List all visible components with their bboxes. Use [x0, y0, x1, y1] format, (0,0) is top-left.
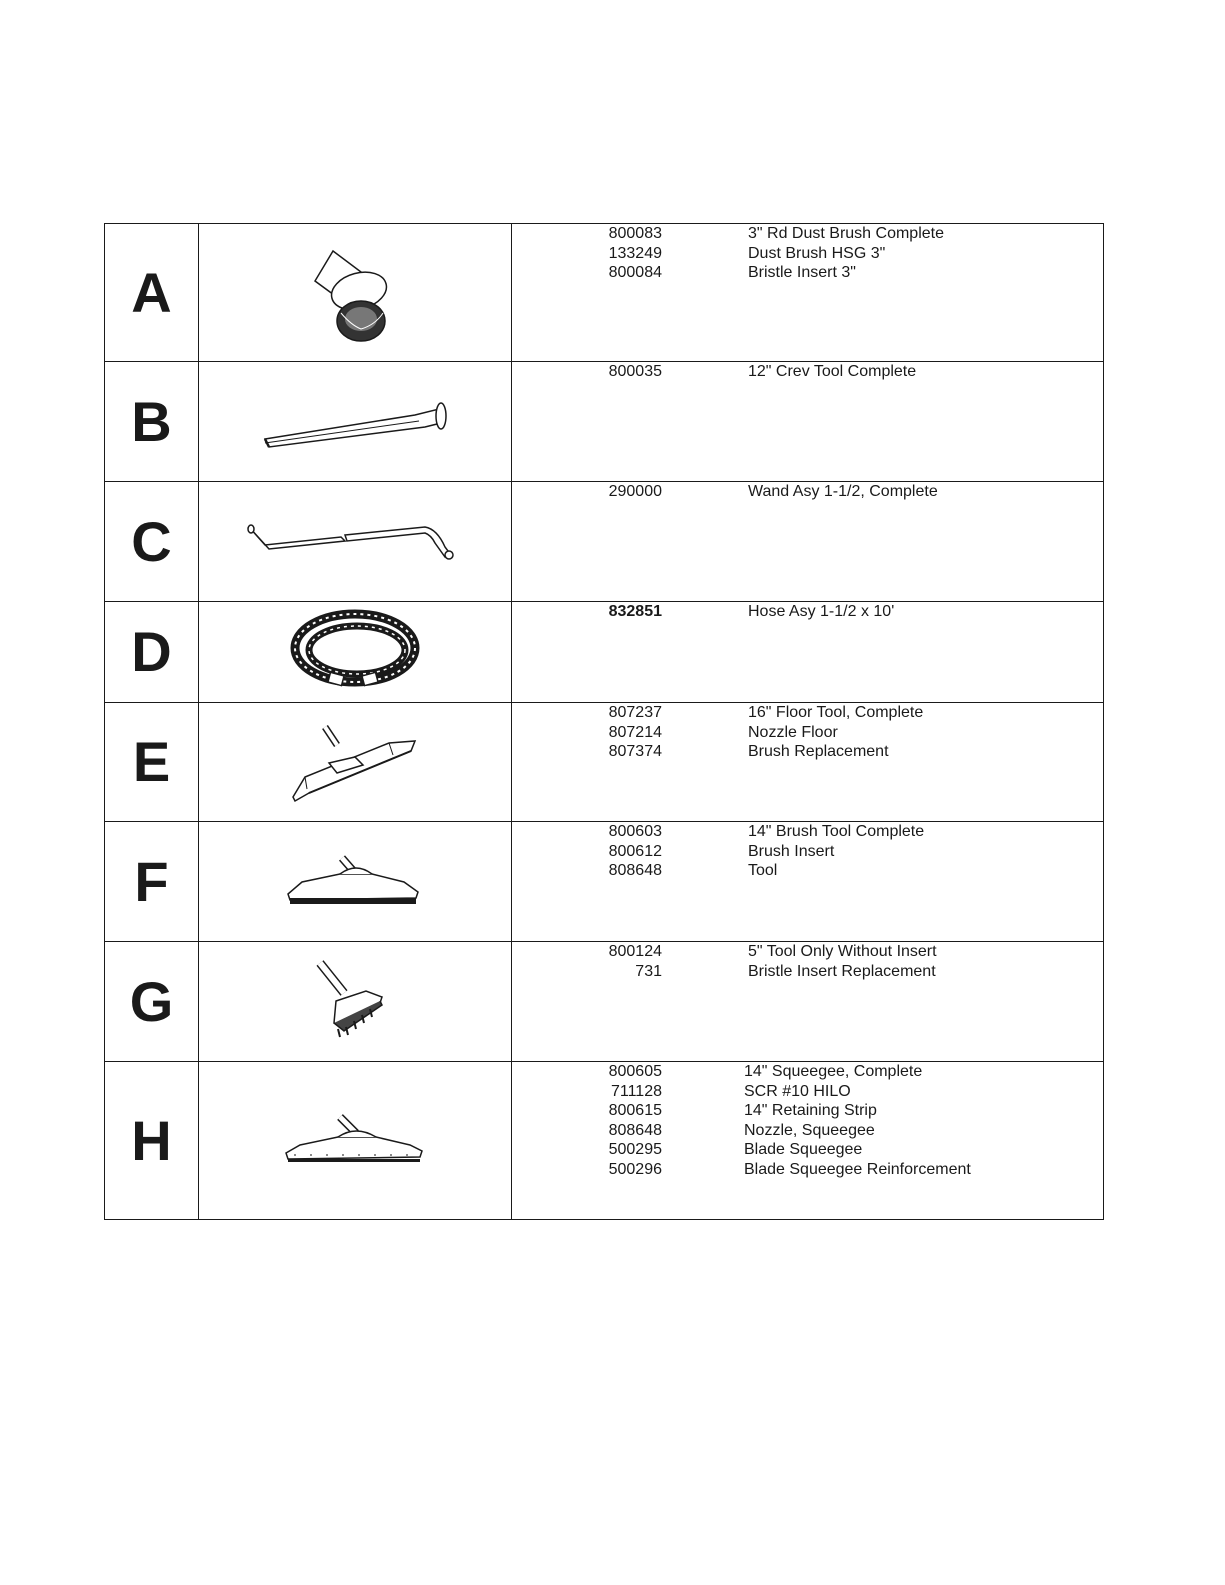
part-number: 800612	[608, 842, 662, 860]
part-row-c	[105, 482, 1104, 602]
hose-icon	[285, 608, 425, 696]
floor-tool-icon	[285, 717, 425, 807]
part-image-cell	[199, 942, 512, 1062]
part-description: Blade Squeegee	[744, 1141, 863, 1158]
part-number: 290000	[608, 483, 662, 500]
part-letter: B	[105, 362, 199, 482]
part-data-cell	[512, 602, 1104, 703]
part-letter: F	[105, 822, 199, 942]
part-letter: E	[105, 703, 199, 822]
wand-icon	[245, 517, 465, 567]
part-number: 800083	[608, 225, 662, 242]
part-row-a	[105, 224, 1104, 362]
part-number: 807237	[608, 704, 662, 721]
part-letter: G	[105, 942, 199, 1062]
part-number: 808648	[608, 1121, 662, 1139]
part-description: Blade Squeegee Reinforcement	[744, 1160, 971, 1178]
part-number: 807374	[608, 743, 662, 760]
part-row-b	[105, 362, 1104, 482]
part-data-cell	[512, 362, 1104, 482]
part-description: Bristle Insert 3"	[748, 264, 856, 281]
part-description: 3" Rd Dust Brush Complete	[748, 225, 944, 242]
part-data-cell	[512, 224, 1104, 362]
part-number: 807214	[608, 723, 662, 741]
part-letter: C	[105, 482, 199, 602]
upholstery-tool-icon	[310, 957, 400, 1047]
part-data-cell	[512, 482, 1104, 602]
part-letter: H	[105, 1062, 199, 1220]
part-description: 14" Retaining Strip	[744, 1102, 877, 1119]
part-image-cell	[199, 224, 512, 362]
part-number: 800615	[608, 1102, 662, 1119]
part-description: Nozzle Floor	[748, 723, 838, 741]
part-letter: D	[105, 602, 199, 703]
dust-brush-icon	[295, 233, 415, 353]
part-number: 800035	[608, 363, 662, 380]
part-number: 500296	[608, 1160, 662, 1178]
part-number: 800084	[608, 264, 662, 281]
part-description: Brush Insert	[748, 842, 835, 860]
part-number: 800605	[608, 1063, 662, 1080]
part-image-cell	[199, 822, 512, 942]
part-row-g	[105, 942, 1104, 1062]
part-description: Wand Asy 1-1/2, Complete	[748, 483, 938, 500]
part-description: SCR #10 HILO	[744, 1082, 851, 1100]
part-row-e	[105, 703, 1104, 822]
part-number: 800124	[608, 943, 662, 960]
crevice-tool-icon	[255, 387, 455, 457]
part-description: Tool	[748, 862, 778, 879]
part-letter: A	[105, 224, 199, 362]
part-description: Brush Replacement	[748, 743, 889, 760]
part-number: 133249	[608, 244, 662, 262]
part-description: Dust Brush HSG 3"	[748, 244, 886, 262]
part-description: Bristle Insert Replacement	[748, 962, 936, 980]
part-row-h	[105, 1062, 1104, 1220]
part-data-cell	[512, 1062, 1104, 1220]
part-number: 731	[635, 962, 662, 980]
parts-table	[104, 223, 1104, 1220]
part-description: 5" Tool Only Without Insert	[748, 943, 937, 960]
part-image-cell	[199, 602, 512, 703]
part-data-cell	[512, 942, 1104, 1062]
part-description: 14" Squeegee, Complete	[744, 1063, 923, 1080]
part-number: 800603	[608, 823, 662, 840]
part-number: 500295	[608, 1141, 662, 1158]
part-image-cell	[199, 482, 512, 602]
part-row-d	[105, 602, 1104, 703]
part-number: 711128	[610, 1082, 662, 1100]
part-description: Nozzle, Squeegee	[744, 1121, 875, 1139]
brush-tool-icon	[280, 852, 430, 912]
part-row-f	[105, 822, 1104, 942]
part-image-cell	[199, 703, 512, 822]
squeegee-icon	[280, 1111, 430, 1171]
part-description: 14" Brush Tool Complete	[748, 823, 925, 840]
part-image-cell	[199, 1062, 512, 1220]
part-description: 12" Crev Tool Complete	[748, 363, 917, 380]
part-description: 16" Floor Tool, Complete	[748, 704, 924, 721]
part-number: 832851	[608, 603, 662, 620]
part-data-cell	[512, 703, 1104, 822]
part-data-cell	[512, 822, 1104, 942]
part-number: 808648	[608, 862, 662, 879]
part-image-cell	[199, 362, 512, 482]
part-description: Hose Asy 1-1/2 x 10'	[748, 603, 895, 620]
